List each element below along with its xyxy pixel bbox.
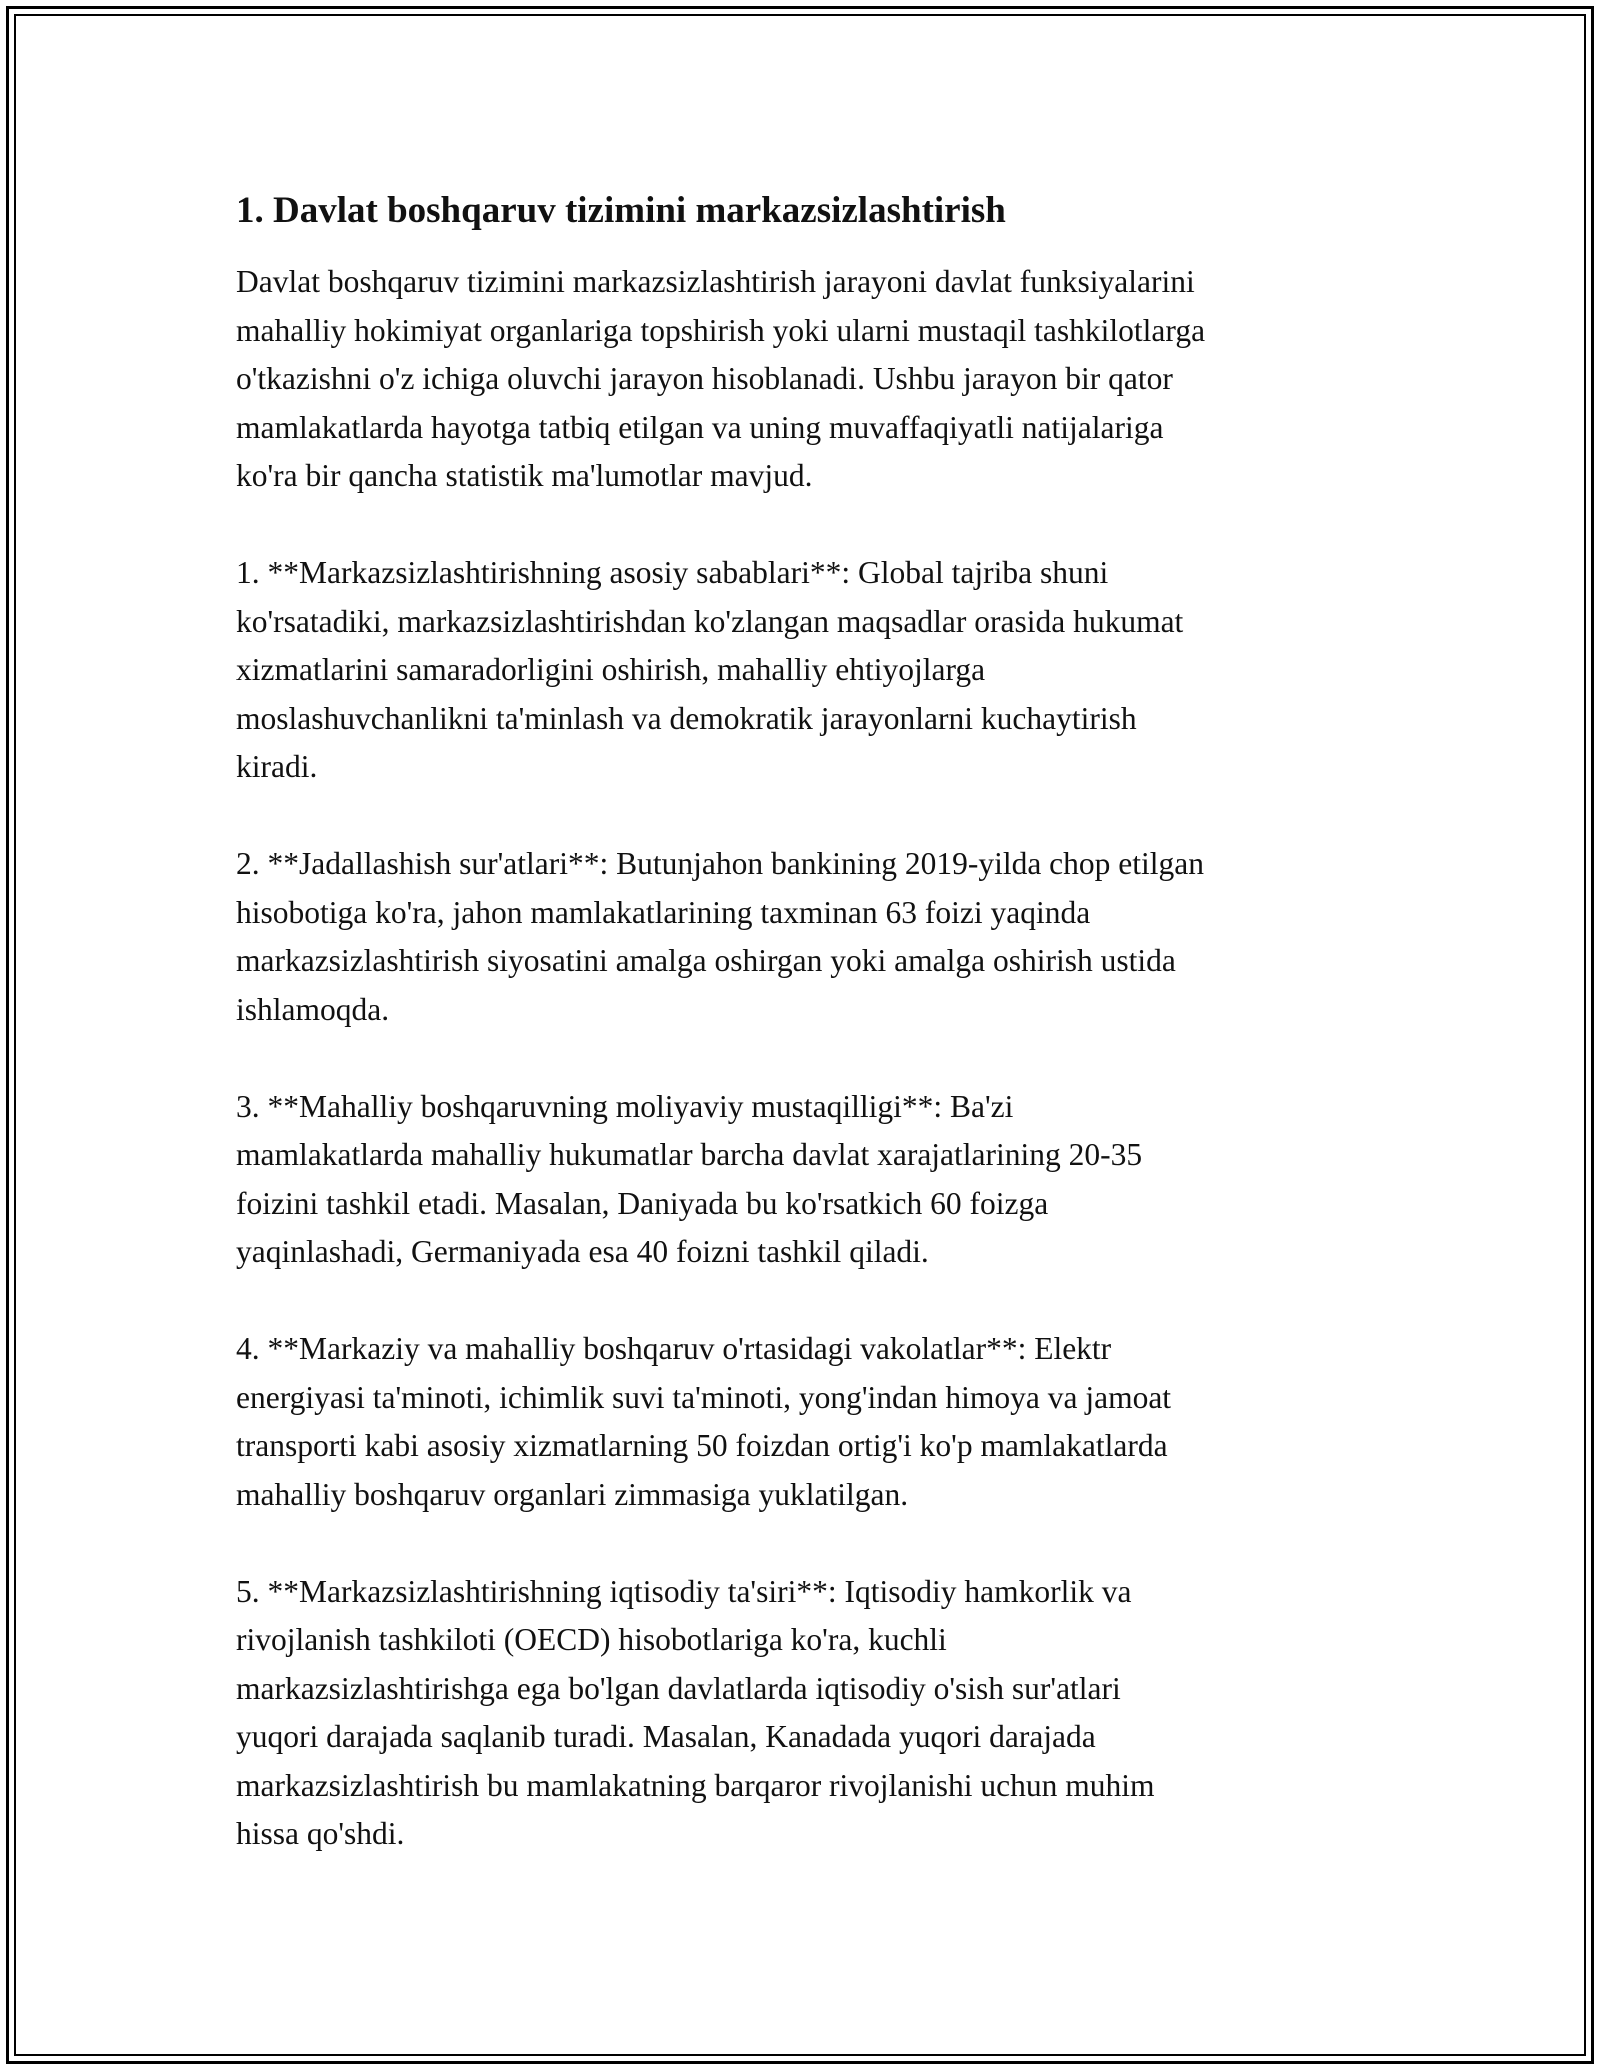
document-body	[236, 187, 1376, 1907]
list-item-reasons: 1. **Markazsizlashtirishning asosiy sabablari**: Global tajriba shuni ko'rsatadiki, markazsizlashtirishdan ko'zlangan maqsadlar orasida hukumat xizmatlarini samaradorligini oshirish, mahalliy ehtiyojlarga moslashuvchanlikni ta'minlash va demokratik jarayonlarni kuchaytirish kiradi.	[236, 555, 1184, 784]
list-item-powers: 4. **Markaziy va mahalliy boshqaruv o'rtasidagi vakolatlar**: Elektr energiyasi ta'minoti, ichimlik suvi ta'minoti, yong'indan himoya va jamoat transporti kabi asosiy xizmatlarning 50 foizdan ortig'i ko'p mamlakatlarda mahalliy boshqaruv organlari zimmasiga yuklatilgan.	[236, 1331, 1172, 1512]
document-title: 1. Davlat boshqaruv tizimini markazsizlashtirish	[236, 190, 1006, 231]
list-item-financial-independence: 3. **Mahalliy boshqaruvning moliyaviy mustaqilligi**: Ba'zi mamlakatlarda mahalliy hukumatlar barcha davlat xarajatlarining 20-35 foizini tashkil etadi. Masalan, Daniyada bu ko'rsatkich 60 foizga yaqinlashadi, Germaniyada esa 40 foizni tashkil qiladi.	[236, 1088, 1143, 1269]
list-item-economic-impact: 5. **Markazsizlashtirishning iqtisodiy ta'siri**: Iqtisodiy hamkorlik va rivojlanish tashkiloti (OECD) hisobotlariga ko'ra, kuchli markazsizlashtirishga ega bo'lgan davlatlarda iqtisodiy o'sish sur'atlari yuqori darajada saqlanib turadi. Masalan, Kanadada yuqori darajada markazsizlashtirish bu mamlakatning barqaror rivojlanishi uchun muhim hissa qo'shdi.	[236, 1573, 1155, 1851]
intro-paragraph: Davlat boshqaruv tizimini markazsizlashtirish jarayoni davlat funksiyalarini mahalliy hokimiyat organlariga topshirish yoki ularni mustaqil tashkilotlarga o'tkazishni o'z ichiga oluvchi jarayon hisoblanadi. Ushbu jarayon bir qator mamlakatlarda hayotga tatbiq etilgan va uning muvaffaqiyatli natijalariga ko'ra bir qancha statistik ma'lumotlar mavjud.	[236, 264, 1206, 493]
list-item-pace: 2. **Jadallashish sur'atlari**: Butunjahon bankining 2019-yilda chop etilgan hisobotiga ko'ra, jahon mamlakatlarining taxminan 63 foizi yaqinda markazsizlashtirish siyosatini amalga oshirgan yoki amalga oshirish ustida ishlamoqda.	[236, 846, 1205, 1027]
